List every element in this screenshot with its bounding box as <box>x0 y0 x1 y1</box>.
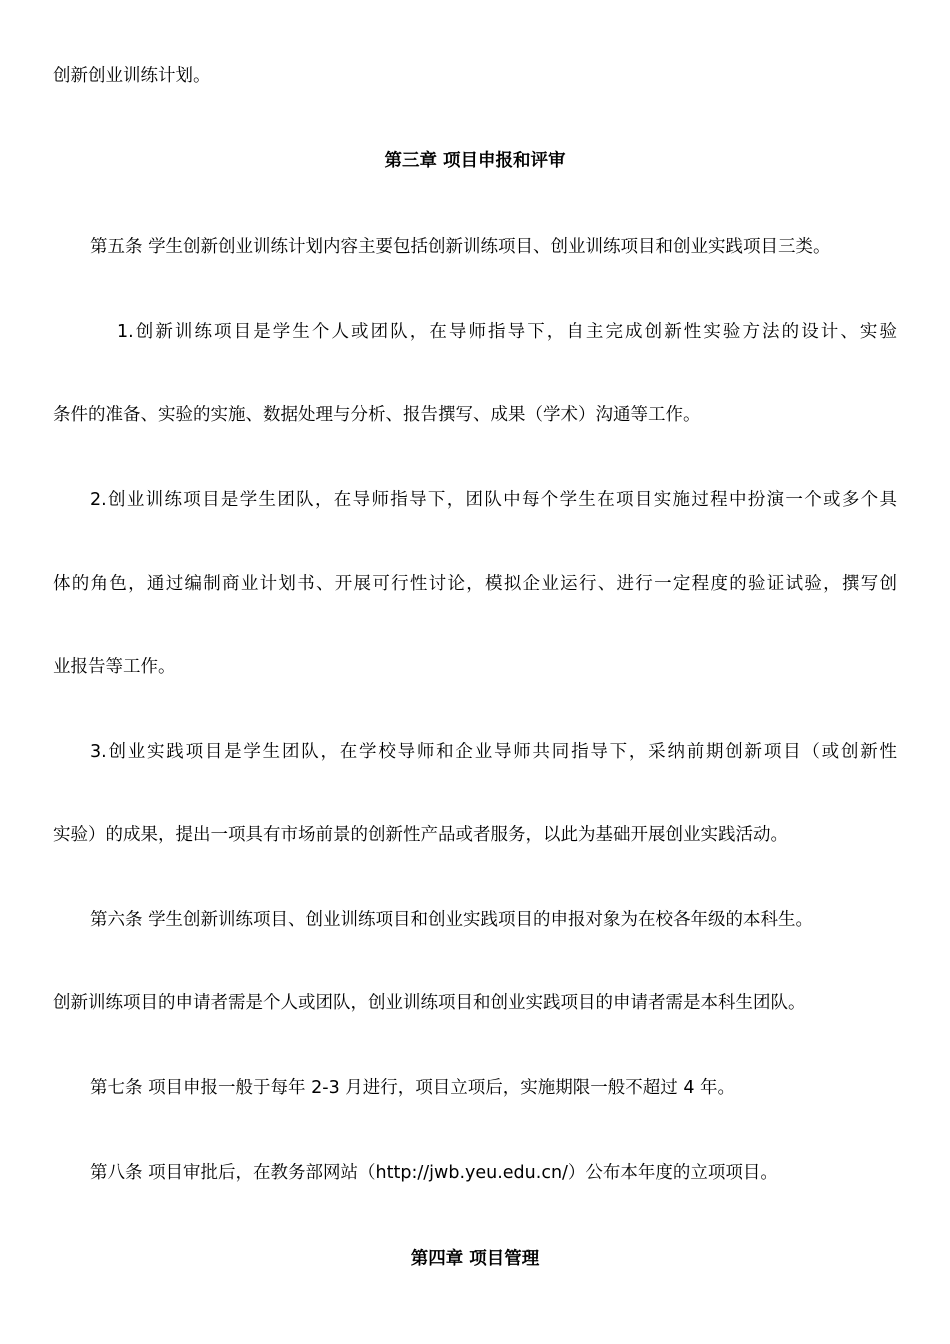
article-8: 第八条 项目审批后，在教务部网站（http://jwb.yeu.edu.cn/）公布本年度的立项项目。 <box>90 1163 778 1183</box>
item-2-line-3: 业报告等工作。 <box>53 657 176 677</box>
text-line-continuation: 创新创业训练计划。 <box>53 66 211 86</box>
article-6-line-1: 第六条 学生创新训练项目、创业训练项目和创业实践项目的申报对象为在校各年级的本科生。 <box>90 910 814 930</box>
chapter-3-heading: 第三章 项目申报和评审 <box>384 151 566 171</box>
item-2-line-1: 2.创业训练项目是学生团队，在导师指导下，团队中每个学生在项目实施过程中扮演一个或多个具 <box>90 490 897 510</box>
item-2-line-2: 体的角色，通过编制商业计划书、开展可行性讨论，模拟企业运行、进行一定程度的验证试验，撰写创 <box>53 574 897 594</box>
item-3-line-1: 3.创业实践项目是学生团队，在学校导师和企业导师共同指导下，采纳前期创新项目（或创新性 <box>90 742 897 762</box>
article-5: 第五条 学生创新创业训练计划内容主要包括创新训练项目、创业训练项目和创业实践项目三类。 <box>90 237 831 257</box>
chapter-4-heading: 第四章 项目管理 <box>410 1249 540 1269</box>
article-7: 第七条 项目申报一般于每年 2-3 月进行，项目立项后，实施期限一般不超过 4 年。 <box>90 1078 736 1098</box>
item-3-line-2: 实验）的成果，提出一项具有市场前景的创新性产品或者服务，以此为基础开展创业实践活动。 <box>53 825 788 845</box>
item-1-line-1: 1.创新训练项目是学生个人或团队，在导师指导下，自主完成创新性实验方法的设计、实验 <box>117 322 897 342</box>
item-1-line-2: 条件的准备、实验的实施、数据处理与分析、报告撰写、成果（学术）沟通等工作。 <box>53 405 701 425</box>
article-6-line-2: 创新训练项目的申请者需是个人或团队，创业训练项目和创业实践项目的申请者需是本科生团队。 <box>53 993 806 1013</box>
